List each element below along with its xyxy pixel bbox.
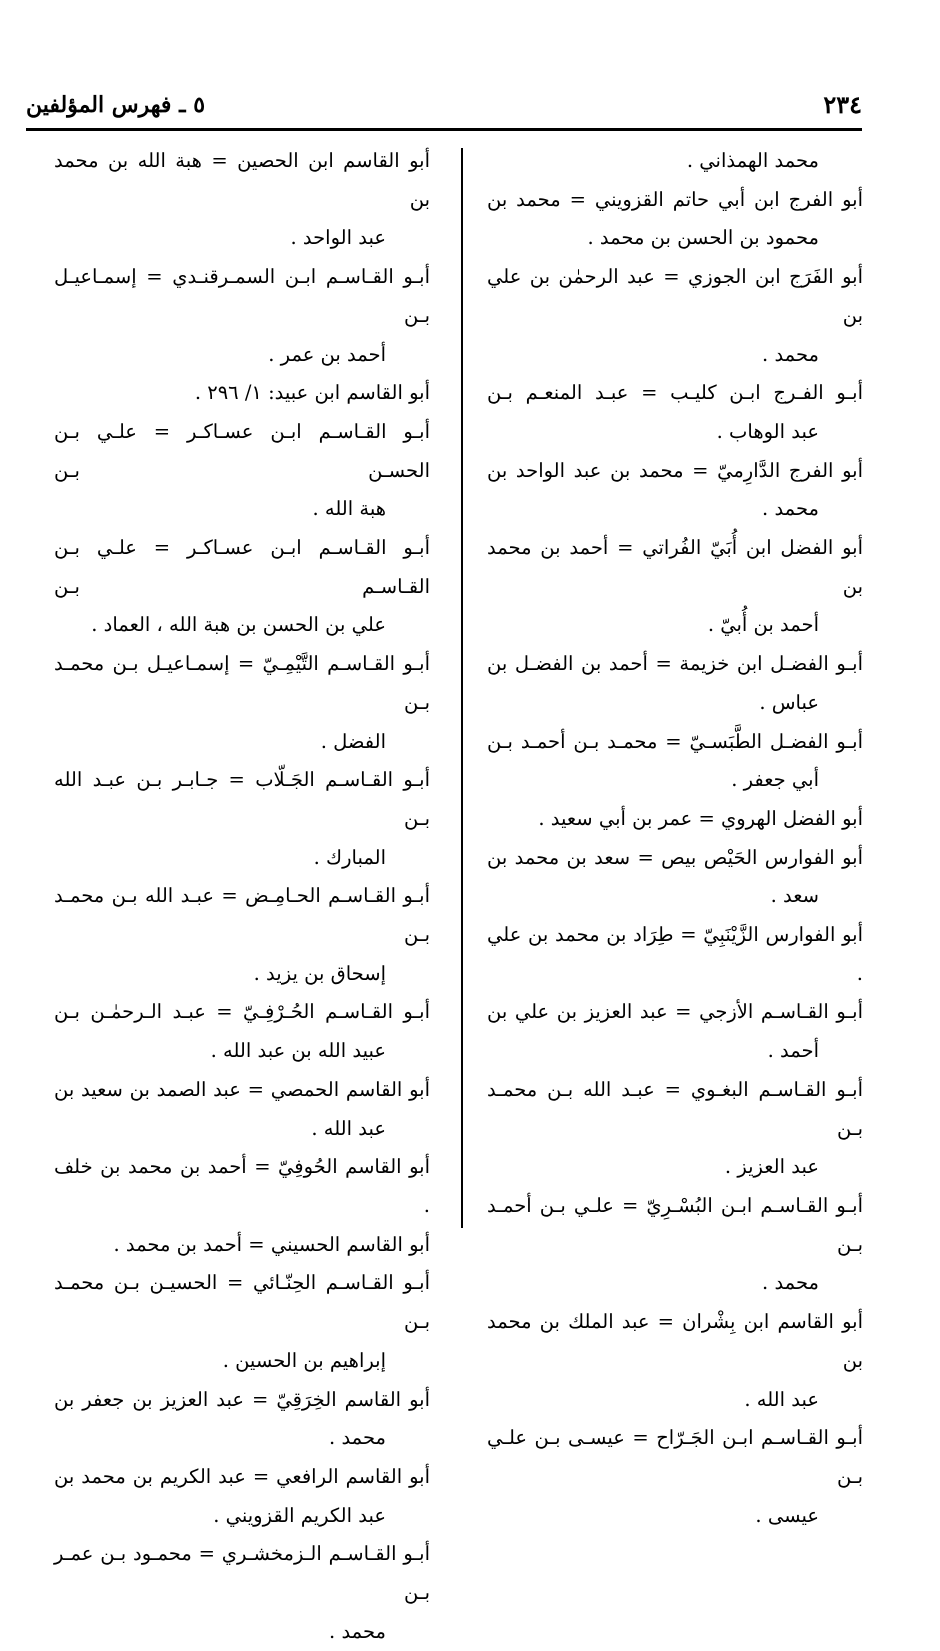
header-rule — [26, 128, 862, 131]
entry-continuation-line: عبد الوهاب . — [716, 419, 819, 443]
index-entry — [487, 1419, 863, 1535]
entry-continuation-line: عبد الله . — [744, 1387, 819, 1411]
entry-continuation-line: محمد . — [762, 342, 819, 366]
index-entry — [54, 413, 430, 529]
entry-heading-line: أبـو القـاسـم الـزمخشـري = محمـود بـن عمـر بـن — [54, 1542, 430, 1605]
index-entry — [487, 839, 863, 916]
index-entry — [487, 142, 863, 181]
index-entry — [54, 374, 430, 413]
entry-heading-line: أبو القاسم الخِرَقِيّ = عبد العزيز بن جعفر بن — [54, 1387, 430, 1411]
entry-heading-line: أبـو القـاسـم ابـن الجَـرّاح = عيسـى بـن علـي بـن — [487, 1426, 863, 1488]
entry-heading-line: أبو الفضل الهروي = عمر بن أبي سعيد . — [538, 806, 863, 830]
entry-continuation-line: عبد الله . — [311, 1116, 386, 1140]
index-entry — [54, 1458, 430, 1535]
entry-continuation-line: إبراهيم بن الحسين . — [222, 1348, 386, 1372]
entry-continuation-line: الفضل . — [320, 729, 386, 753]
entry-heading-line: أبو الفضل ابن أُبَيّ الفُراتي = أحمد بن محمد بن — [487, 536, 863, 598]
index-entry — [54, 1381, 430, 1458]
index-entry — [54, 258, 430, 374]
index-entry — [487, 258, 863, 374]
entry-heading-line: أبو الفوارس الزَّيْنَبِيّ = طِرَاد بن محمد بن علي . — [487, 923, 863, 985]
index-entry — [54, 877, 430, 993]
entry-heading-line: أبـو الفـرج ابـن كليـب = عبـد المنعـم بـن — [487, 381, 863, 405]
index-entry — [54, 1071, 430, 1148]
entry-continuation-line: أبي جعفر . — [731, 768, 819, 792]
entry-continuation-line: عيسى . — [755, 1503, 819, 1527]
index-entry — [487, 181, 863, 258]
entry-continuation-line: هبة الله . — [312, 497, 386, 521]
index-entry — [487, 529, 863, 645]
entry-continuation-line: محمد . — [329, 1619, 386, 1643]
entry-continuation-line: محمد . — [762, 1271, 819, 1295]
entry-heading-line: أبو الفرج الدَّارِميّ = محمد بن عبد الواحد بن — [487, 458, 863, 482]
right-column — [487, 142, 863, 1535]
left-column — [54, 142, 430, 1651]
entry-heading-line: أبـو القـاسـم الحُـرْفِـيّ = عبـد الـرحمٰـن بـن — [54, 1000, 430, 1024]
entry-continuation-line: إسحاق بن يزيد . — [253, 961, 386, 985]
entry-continuation-line: عبد الكريم القزويني . — [213, 1503, 386, 1527]
index-entry — [54, 142, 430, 258]
page-number: ٢٣٤ — [823, 90, 862, 119]
index-entry — [54, 1226, 430, 1265]
index-entry — [54, 645, 430, 761]
index-entry — [487, 374, 863, 451]
entry-heading-line: أبو القاسم ابن بِشْران = عبد الملك بن محمد بن — [487, 1310, 863, 1372]
index-entry — [487, 452, 863, 529]
entry-heading-line: أبو القاسم الحسيني = أحمد بن محمد . — [113, 1232, 430, 1256]
entry-continuation-line: أحمد بن أُبيّ . — [707, 613, 819, 637]
index-entry — [487, 645, 863, 722]
index-entry — [487, 723, 863, 800]
entry-continuation-line: عباس . — [759, 690, 819, 714]
entry-heading-line: أبـو القـاسـم الحـامِـض = عبـد الله بـن محمـد بـن — [54, 884, 430, 947]
entry-heading-line: أبو القاسم الرافعي = عبد الكريم بن محمد بن — [54, 1464, 430, 1488]
entry-continuation-line: محمد . — [762, 497, 819, 521]
entry-heading-line: أبو الفوارس الحَيْص بيص = سعد بن محمد بن — [487, 845, 863, 869]
entry-heading-line: أبـو الفضـل ابن خزيمة = أحمد بن الفضـل بن — [487, 652, 863, 676]
index-entry — [54, 761, 430, 877]
page-header — [26, 88, 862, 124]
entry-heading-line: أبو القاسم الحُوفِيّ = أحمد بن محمد بن خلف . — [54, 1155, 430, 1217]
entry-heading-line: أبـو القـاسـم الجَـلّاب = جـابـر بـن عبـد الله بـن — [54, 768, 430, 830]
index-entry — [54, 1535, 430, 1651]
entry-continuation-line: علي بن الحسن بن هبة الله ، العماد . — [91, 613, 386, 637]
entry-continuation-line: عبيد الله بن عبد الله . — [210, 1039, 386, 1063]
entry-continuation-line: أحمد . — [767, 1039, 819, 1063]
entry-heading-line: أبـو القـاسـم ابـن البُسْـرِيّ = علـي بـن أحمـد بـن — [487, 1193, 863, 1256]
entry-heading-line: أبو الفرج ابن أبي حاتم القزويني = محمد بن — [487, 187, 863, 211]
entry-continuation-line: أحمد بن عمر . — [268, 342, 386, 366]
entry-heading-line: أبو الفَرَج ابن الجوزي = عبد الرحمٰن بن علي بن — [487, 265, 863, 327]
entry-continuation-line: محمد الهمذاني . — [686, 149, 819, 172]
entry-heading-line: أبو القاسم ابن عبيد: ١/ ٢٩٦ . — [194, 381, 430, 405]
index-entry — [54, 529, 430, 645]
index-entry — [487, 1303, 863, 1419]
entry-continuation-line: سعد . — [770, 884, 819, 908]
entry-heading-line: أبـو القـاسـم الحِنّـائي = الحسيـن بـن محمـد بـن — [54, 1271, 430, 1334]
entry-heading-line: أبـو القـاسـم ابـن عسـاكـر = علـي بـن الحسـن بـن — [54, 419, 430, 482]
column-divider — [461, 148, 463, 1228]
index-entry — [54, 1264, 430, 1380]
entry-heading-line: أبو القاسم الحمصي = عبد الصمد بن سعيد بن — [54, 1077, 430, 1101]
entry-continuation-line: محمود بن الحسن بن محمد . — [587, 226, 819, 250]
index-entry — [487, 1071, 863, 1187]
entry-heading-line: أبـو الفضـل الطَّبَسـيّ = محمـد بـن أحمـد بـن — [487, 729, 863, 753]
entry-heading-line: أبـو القـاسـم البغـوي = عبـد الله بـن محمـد بـن — [487, 1077, 863, 1140]
entry-heading-line: أبـو القـاسـم ابـن السمـرقنـدي = إسمـاعيـل بـن — [54, 265, 430, 327]
entry-continuation-line: عبد العزيز . — [724, 1155, 819, 1179]
entry-continuation-line: محمد . — [329, 1426, 386, 1450]
entry-heading-line: أبـو القـاسـم الأزجي = عبد العزيز بن علي بن — [487, 1000, 863, 1024]
index-entry — [54, 1148, 430, 1225]
entry-heading-line: أبـو القـاسـم ابـن عسـاكـر = علـي بـن القـاسـم بـن — [54, 536, 430, 598]
entry-continuation-line: المبارك . — [313, 845, 386, 869]
entry-heading-line: أبو القاسم ابن الحصين = هبة الله بن محمد بن — [54, 149, 430, 211]
index-entry — [487, 800, 863, 839]
index-entry — [487, 916, 863, 993]
index-entry — [54, 993, 430, 1070]
entry-heading-line: أبـو القـاسـم التَّيْمِـيّ = إسمـاعيـل بـن محمـد بـن — [54, 652, 430, 714]
running-title: ٥ ـ فهرس المؤلفين — [26, 92, 206, 118]
index-entry — [487, 993, 863, 1070]
index-entry — [487, 1187, 863, 1303]
entry-continuation-line: عبد الواحد . — [290, 226, 386, 250]
